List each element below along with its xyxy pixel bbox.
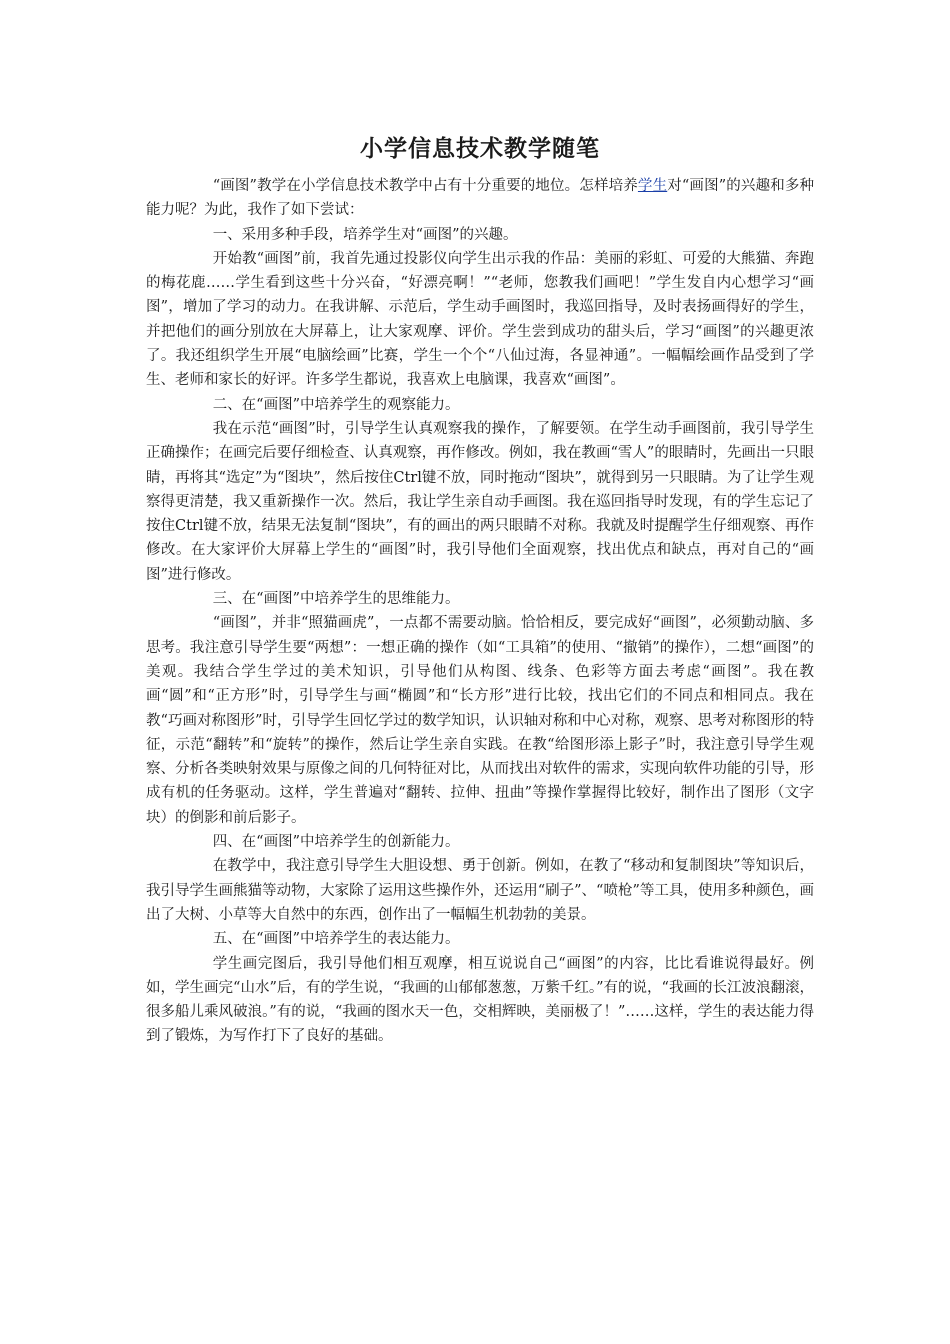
intro-paragraph xyxy=(146,174,814,223)
section-heading-5: 五、在“画图”中培养学生的表达能力。 xyxy=(212,931,460,948)
intro-text-before: “画图”教学在小学信息技术教学中占有十分重要的地位。怎样培养 xyxy=(212,178,638,194)
intro-text-after: 对“画图”的兴趣和多种能力呢？为此，我作了如下尝试： xyxy=(146,178,815,219)
paragraph-thinking: “画图”，并非“照猫画虎”，一点都不需要动脑。恰恰相反，要完成好“画图”，必须勤动脑、多思考。我注意引导学生要“两想”：一想正确的操作（如“工具箱”的使用、“撤销”的操作），二想“画图”的美观。我结合学生学过的美术知识，引导他们从构图、线条、色彩等方面去考虑“画图”。我在教画“圆”和“正方形”时，引导学生与画“椭圆”和“长方形”进行比较，找出它们的不同点和相同点。我在教“巧画对称图形”时，引导学生回忆学过的数学知识，认识轴对称和中心对称，观察、思考对称图形的特征，示范“翻转”和“旋转”的操作，然后让学生亲自实践。在教“给图形添上影子”时，我注意引导学生观察、分析各类映射效果与原像之间的几何特征对比，从而找出对软件的需求，实现向软件功能的引导，形成有机的任务驱动。这样，学生普遍对“翻转、拉伸、扭曲”等操作掌握得比较好，制作出了图形（文字块）的倒影和前后影子。 xyxy=(146,615,814,826)
section-heading-4: 四、在“画图”中培养学生的创新能力。 xyxy=(212,834,460,851)
paragraph-creativity: 在教学中，我注意引导学生大胆设想、勇于创新。例如，在教了“移动和复制图块”等知识后，我引导学生画熊猫等动物，大家除了运用这些操作外，还运用“刷子”、“喷枪”等工具，使用多种颜色，画出了大树、小草等大自然中的东西，创作出了一幅幅生机勃勃的美景。 xyxy=(146,858,814,923)
section-heading-3: 三、在“画图”中培养学生的思维能力。 xyxy=(212,591,460,608)
document-page xyxy=(146,132,814,1049)
student-link[interactable]: 学生 xyxy=(637,178,668,194)
paragraph-expression: 学生画完图后，我引导他们相互观摩，相互说说自己“画图”的内容，比比看谁说得最好。例如，学生画完“山水”后，有的学生说，“我画的山郁郁葱葱，万紫千红。”有的说，“我画的长江波浪翻滚，很多船儿乘风破浪。”有的说，“我画的图水天一色，交相辉映，美丽极了！”……这样，学生的表达能力得到了锻炼，为写作打下了良好的基础。 xyxy=(146,955,814,1045)
document-title: 小学信息技术教学随笔 xyxy=(360,136,600,162)
paragraph-interest: 开始教“画图”前，我首先通过投影仪向学生出示我的作品：美丽的彩虹、可爱的大熊猫、奔跑的梅花鹿……学生看到这些十分兴奋，“好漂亮啊！”“老师，您教我们画吧！”学生发自内心想学习“画图”，增加了学习的动力。在我讲解、示范后，学生动手画图时，我巡回指导，及时表扬画得好的学生，并把他们的画分别放在大屏幕上，让大家观摩、评价。学生尝到成功的甜头后，学习“画图”的兴趣更浓了。我还组织学生开展“电脑绘画”比赛，学生一个个“八仙过海，各显神通”。一幅幅绘画作品受到了学生、老师和家长的好评。许多学生都说，我喜欢上电脑课，我喜欢“画图”。 xyxy=(146,250,814,389)
section-heading-2: 二、在“画图”中培养学生的观察能力。 xyxy=(212,396,460,413)
paragraph-observation: 我在示范“画图”时，引导学生认真观察我的操作，了解要领。在学生动手画图前，我引导学生正确操作；在画完后要仔细检查、认真观察，再作修改。例如，我在教画“雪人”的眼睛时，先画出一只眼睛，再将其“选定”为“图块”，然后按住Ctrl键不放，同时拖动“图块”，就得到另一只眼睛。为了让学生观察得更清楚，我又重新操作一次。然后，我让学生亲自动手画图。我在巡回指导时发现，有的学生忘记了按住Ctrl键不放，结果无法复制“图块”，有的画出的两只眼睛不对称。我就及时提醒学生仔细观察、再作修改。在大家评价大屏幕上学生的“画图”时，我引导他们全面观察，找出优点和缺点，再对自己的“画图”进行修改。 xyxy=(146,420,814,583)
section-heading-1: 一、采用多种手段，培养学生对“画图”的兴趣。 xyxy=(212,226,518,243)
